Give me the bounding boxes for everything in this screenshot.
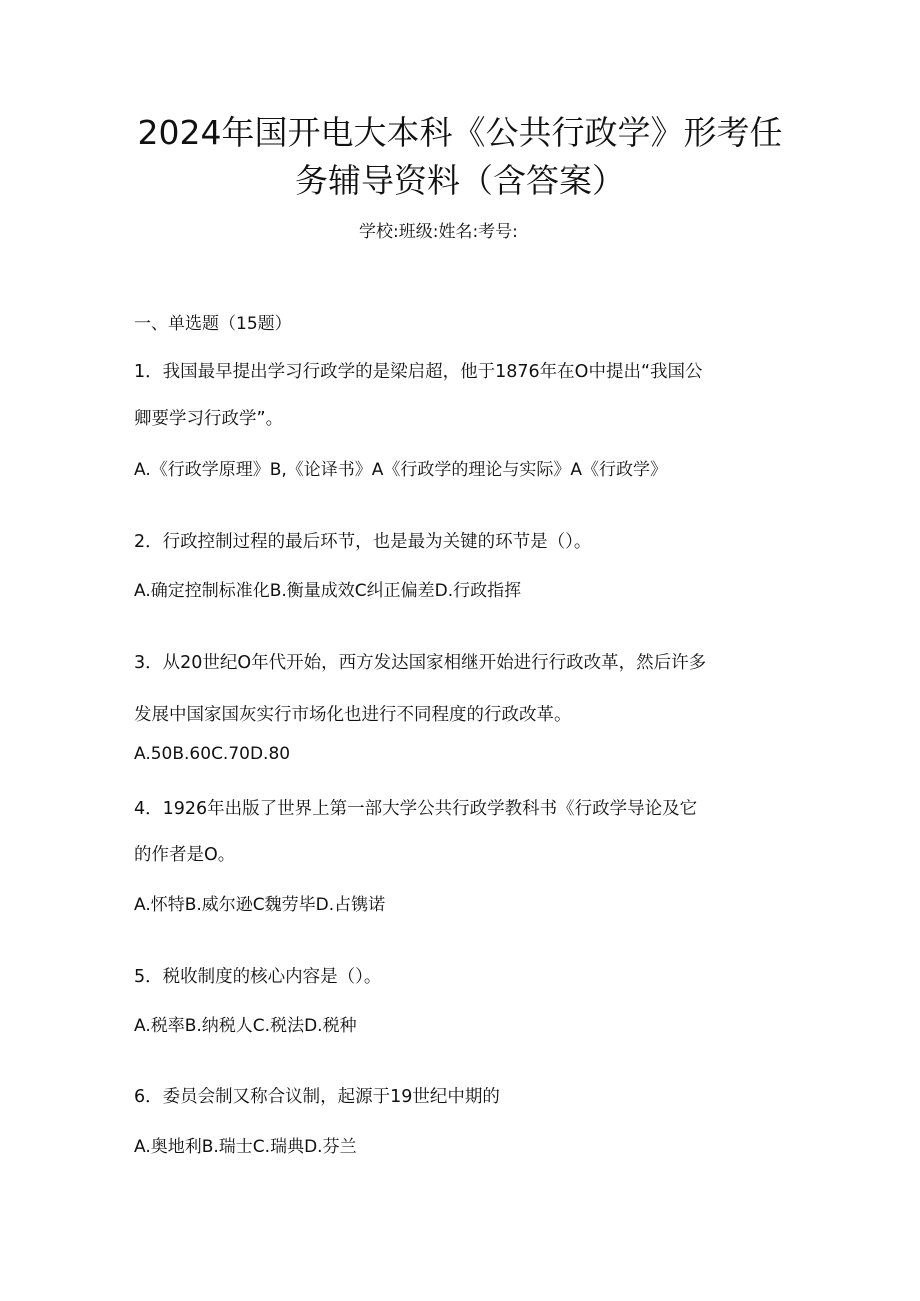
question-1-line-2: 卿要学习行政学”。 — [134, 409, 284, 429]
question-1-line-1: 1．我国最早提出学习行政学的是梁启超，他于1876年在O中提出“我国公 — [134, 362, 703, 382]
question-3-line-2: 发展中国家国灰实行市场化也进行不同程度的行政改革。 — [134, 705, 572, 725]
document-title-line-2: 务辅导资料（含答案） — [295, 161, 625, 200]
question-6-line-1: 6．委员会制又称合议制，起源于19世纪中期的 — [134, 1087, 500, 1107]
question-6-options: A.奥地利B.瑞士C.瑞典D.芬兰 — [134, 1137, 357, 1157]
question-4-line-2: 的作者是O。 — [134, 845, 236, 865]
question-5-line-1: 5．税收制度的核心内容是（）。 — [134, 967, 382, 987]
question-2-options: A.确定控制标准化B.衡量成效C纠正偏差D.行政指挥 — [134, 581, 522, 601]
question-3-line-1: 3．从20世纪O年代开始，西方发达国家相继开始进行行政改革，然后许多 — [134, 653, 707, 673]
student-info-line: 学校:班级:姓名:考号: — [359, 222, 518, 242]
question-1-options: A.《行政学原理》B,《论译书》A《行政学的理论与实际》A《行政学》 — [134, 460, 668, 480]
question-3-options: A.50B.60C.70D.80 — [134, 744, 291, 764]
question-5-options: A.税率B.纳税人C.税法D.税种 — [134, 1016, 357, 1036]
section-heading: 一、单选题（15题） — [134, 314, 292, 334]
question-4-options: A.怀特B.威尔逊C魏劳毕D.占镌诺 — [134, 895, 386, 915]
question-4-line-1: 4．1926年出版了世界上第一部大学公共行政学教科书《行政学导论及它 — [134, 799, 698, 819]
document-title-line-1: 2024年国开电大本科《公共行政学》形考任 — [137, 113, 783, 152]
question-2-line-1: 2．行政控制过程的最后环节，也是最为关键的环节是（）。 — [134, 532, 592, 552]
